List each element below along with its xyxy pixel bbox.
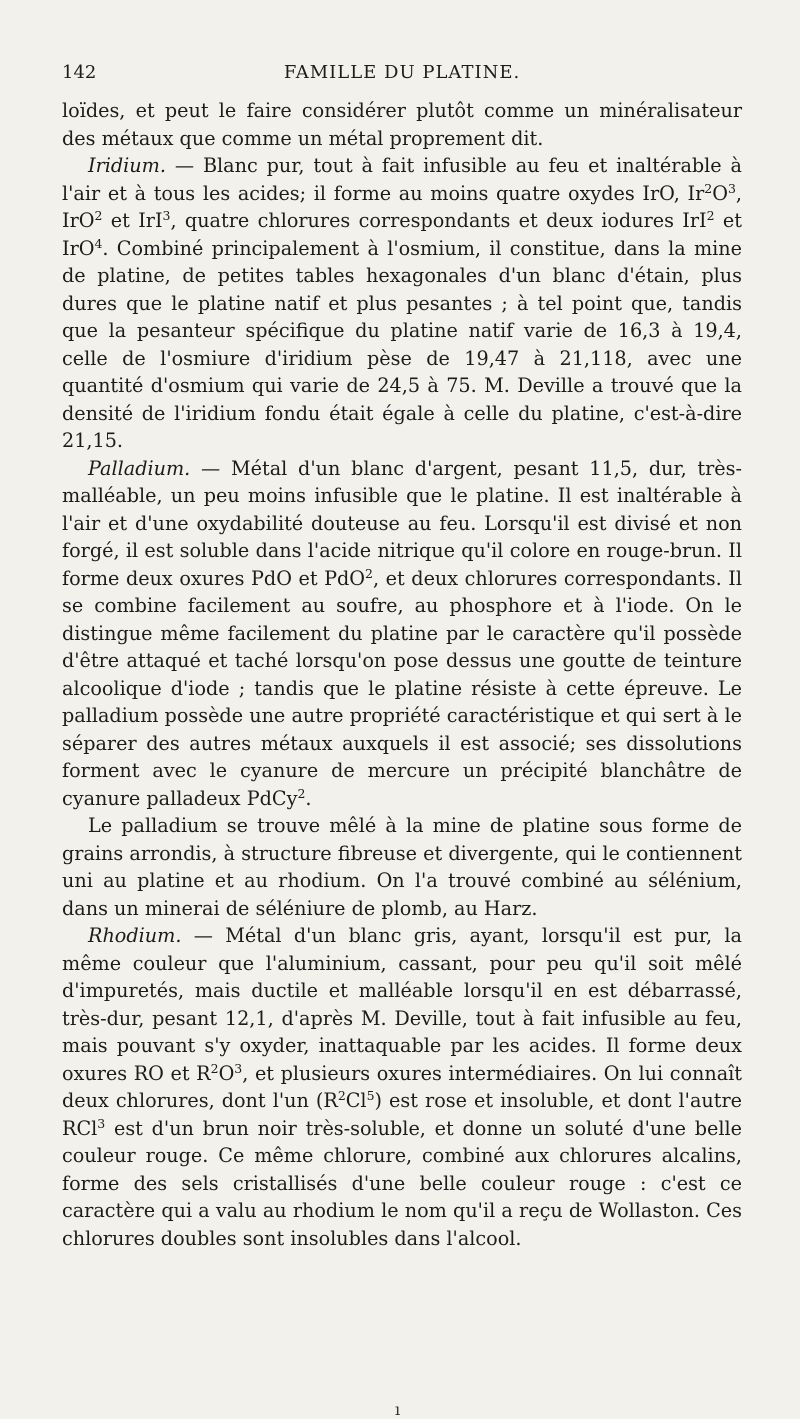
superscript: 4: [94, 235, 103, 251]
text-run: O: [218, 1061, 235, 1085]
superscript: 3: [234, 1060, 243, 1076]
text-run: loïdes, et peut le faire considérer plutôt comme un minéralisateur des métaux que comme un métal proprement dit.: [62, 99, 742, 150]
text-run: et IrO: [62, 209, 742, 260]
superscript: 2: [365, 565, 373, 581]
text-run: — Blanc pur, tout à fait infusible au feu et inaltérable à l'air et à tous les acides; il forme au moins quatre oxydes IrO, Ir: [62, 154, 742, 205]
superscript: 2: [704, 180, 713, 196]
superscript: 2: [297, 785, 306, 801]
superscript: 2: [706, 208, 715, 224]
text-run: Le palladium se trouve mêlé à la mine de platine sous forme de grains arrondis, à structure fibreuse et divergente, qui le contiennent uni au platine et au rhodium. On l'a trouvé combiné au sélénium, dans un minerai de séléniure de plomb, au Harz.: [62, 814, 742, 920]
text-run: ) est rose et insoluble, et dont l'autre RCl: [62, 1089, 742, 1140]
text-run: — Métal d'un blanc d'argent, pesant 11,5, dur, très-malléable, un peu moins infusible que le platine. Il est inaltérable à l'air et d'une oxydabilité douteuse au feu. Lorsqu'il est divisé et non forgé, il est soluble dans l'acide nitrique qu'il colore en rouge-brun. Il forme deux oxures PdO et PdO: [62, 456, 742, 590]
running-title: FAMILLE DU PLATINE.: [283, 62, 521, 83]
superscript: 3: [727, 180, 736, 196]
text-run: , et plusieurs oxures intermédiaires. On lui connaît deux chlorures, dont l'un (R: [62, 1061, 743, 1112]
superscript: 3: [162, 208, 171, 224]
text-run: .: [305, 786, 312, 810]
paragraph: [62, 152, 742, 455]
text-run: — Métal d'un blanc gris, ayant, lorsqu'il est pur, la même couleur que l'aluminium, cassant, pour peu qu'il soit mêlé d'impuretés, mais ductile et malléable lorsqu'il en est débarrassé, très-dur, pesant 12,1, d'après M. Deville, tout à fait infusible au feu, mais pouvant s'y oxyder, inattaquable par les acides. Il forme deux oxures RO et R: [62, 924, 742, 1085]
text-run: et IrI: [102, 209, 163, 232]
body-text: [62, 97, 742, 1252]
text-run: , quatre chlorures correspondants et deux iodures IrI: [170, 209, 707, 232]
paragraph: [62, 922, 742, 1252]
text-run: O: [712, 181, 728, 205]
paragraph: [62, 455, 742, 813]
section-lead: Palladium.: [88, 456, 191, 480]
text-run: est d'un brun noir très-soluble, et donne un soluté d'une belle couleur rouge. Ce même chlorure, combiné aux chlorures alcalins, forme des sels cristallisés d'une belle couleur rouge : c'est ce caractère qui a valu au rhodium le nom qu'il a reçu de Wollaston. Ces chlorures doubles sont insolubles dans l'alcool.: [62, 1116, 742, 1250]
running-header: [62, 62, 742, 92]
paragraph: [62, 812, 742, 922]
superscript: 2: [210, 1060, 219, 1076]
section-lead: Iridium.: [88, 154, 166, 177]
page-number: 142: [62, 62, 97, 83]
superscript: 2: [337, 1088, 346, 1104]
superscript: 3: [97, 1115, 106, 1131]
superscript: 5: [366, 1088, 375, 1104]
section-lead: Rhodium.: [88, 924, 182, 947]
stray-mark: ı: [395, 1400, 401, 1419]
text-run: . Combiné principalement à l'osmium, il constitue, dans la mine de platine, de petites tables hexagonales d'un blanc d'étain, plus dures que le platine natif et plus pesantes ; à tel point que, tandis que la pesanteur spécifique du platine natif varie de 16,3 à 19,4, celle de l'osmiure d'iridium pèse de 19,47 à 21,118, avec une quantité d'osmium qui varie de 24,5 à 75. M. Deville a trouvé que la densité de l'iridium fondu était égale à celle du platine, c'est-à-dire 21,15.: [62, 236, 742, 452]
superscript: 2: [94, 208, 103, 224]
paragraph: [62, 97, 742, 152]
text-run: Cl: [345, 1089, 367, 1112]
text-run: , et deux chlorures correspondants. Il se combine facilement au soufre, au phosphore et à l'iode. On le distingue même facilement du platine par le caractère qu'il possède d'être attaqué et taché lorsqu'on pose dessus une goutte de teinture alcoolique d'iode ; tandis que le platine résiste à cette épreuve. Le palladium possède une autre propriété caractéristique et qui sert à le séparer des autres métaux auxquels il est associé; ses dissolutions forment avec le cyanure de mercure un précipité blanchâtre de cyanure palladeux PdCy: [62, 566, 742, 810]
text-run: , IrO: [62, 181, 742, 232]
